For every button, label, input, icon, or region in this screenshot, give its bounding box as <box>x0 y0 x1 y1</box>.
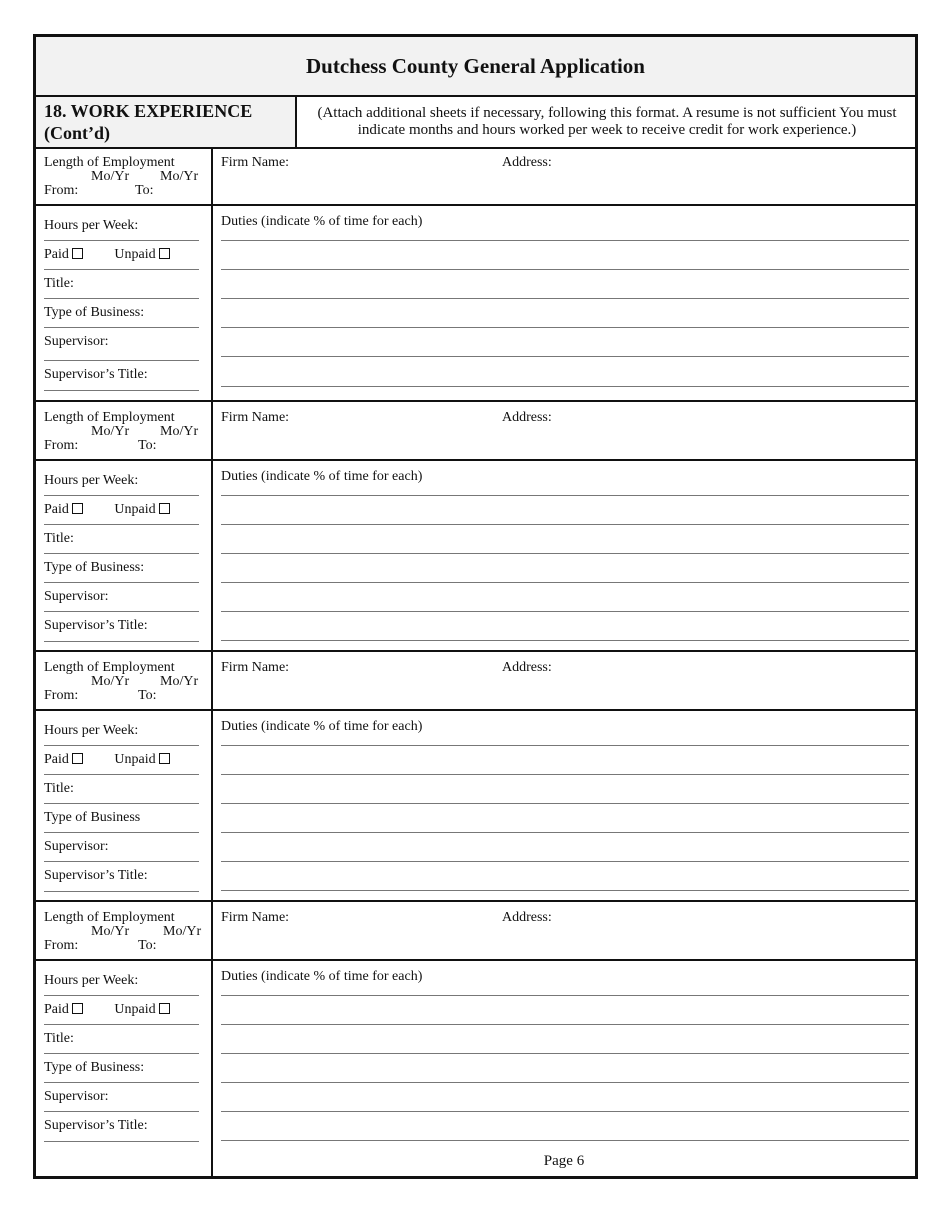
supervisor-field[interactable] <box>44 833 199 862</box>
paid-checkbox[interactable] <box>72 503 83 514</box>
supervisor-label: Supervisor: <box>44 839 109 854</box>
section-heading <box>36 97 297 147</box>
unpaid-checkbox[interactable] <box>159 753 170 764</box>
length-of-employment-cell <box>36 147 213 204</box>
work-entry <box>36 902 915 1176</box>
address-field[interactable]: Address: <box>502 155 552 170</box>
details-row <box>36 711 915 902</box>
unpaid-checkbox[interactable] <box>159 1003 170 1014</box>
duty-line[interactable] <box>221 640 909 641</box>
duties-cell <box>213 461 915 650</box>
mo-yr-from-label: Mo/Yr <box>91 169 130 184</box>
firm-name-field[interactable]: Firm Name: <box>221 155 290 170</box>
duty-line[interactable] <box>221 269 909 270</box>
mo-yr-from-label: Mo/Yr <box>91 924 130 939</box>
duty-line[interactable] <box>221 356 909 357</box>
title-bar <box>36 37 915 97</box>
title-field[interactable] <box>44 775 199 804</box>
duty-line[interactable] <box>221 495 909 496</box>
mo-yr-to-label: Mo/Yr <box>160 169 199 184</box>
firm-name-field[interactable]: Firm Name: <box>221 410 290 425</box>
page-number: Page 6 <box>543 1153 585 1169</box>
duty-line[interactable] <box>221 890 909 891</box>
employment-row <box>36 652 915 711</box>
details-row <box>36 961 915 1176</box>
duty-line[interactable] <box>221 553 909 554</box>
length-label: Length of Employment <box>44 410 175 425</box>
hours-per-week-field[interactable] <box>44 212 199 241</box>
duty-line[interactable] <box>221 1111 909 1112</box>
unpaid-label: Unpaid <box>114 1002 156 1017</box>
length-label: Length of Employment <box>44 155 175 170</box>
work-entry <box>36 147 915 402</box>
length-of-employment-cell <box>36 902 213 959</box>
type-of-business-field[interactable] <box>44 804 199 833</box>
supervisor-title-field[interactable] <box>44 361 199 391</box>
duty-line[interactable] <box>221 298 909 299</box>
details-row <box>36 206 915 402</box>
paid-status <box>44 746 199 775</box>
mo-yr-from-label: Mo/Yr <box>91 674 130 689</box>
paid-status <box>44 996 199 1025</box>
title-field[interactable] <box>44 1025 199 1054</box>
to-field[interactable]: To: <box>138 938 157 953</box>
address-field[interactable]: Address: <box>502 410 552 425</box>
paid-label: Paid <box>44 752 69 767</box>
details-row <box>36 461 915 652</box>
duty-line[interactable] <box>221 327 909 328</box>
duty-line[interactable] <box>221 1082 909 1083</box>
type-of-business-field[interactable] <box>44 299 199 328</box>
duty-line[interactable] <box>221 611 909 612</box>
duty-line[interactable] <box>221 995 909 996</box>
supervisor-field[interactable] <box>44 583 199 612</box>
section-heading-line1: 18. WORK EXPERIENCE <box>44 101 253 121</box>
firm-name-field[interactable]: Firm Name: <box>221 660 290 675</box>
title-label: Title: <box>44 781 74 796</box>
work-entry <box>36 402 915 652</box>
to-field[interactable]: To: <box>138 438 157 453</box>
work-entry <box>36 652 915 902</box>
length-of-employment-cell <box>36 402 213 459</box>
supervisor-title-label: Supervisor’s Title: <box>44 367 148 382</box>
unpaid-label: Unpaid <box>114 502 156 517</box>
duties-label: Duties (indicate % of time for each) <box>221 469 423 484</box>
job-details-cell <box>36 711 213 900</box>
firm-cell <box>213 147 915 204</box>
from-field[interactable]: From: <box>44 938 79 953</box>
supervisor-title-field[interactable] <box>44 1112 199 1142</box>
duty-line[interactable] <box>221 745 909 746</box>
hours-label: Hours per Week: <box>44 473 139 488</box>
firm-cell <box>213 402 915 459</box>
unpaid-label: Unpaid <box>114 247 156 262</box>
from-field[interactable]: From: <box>44 688 79 703</box>
to-field[interactable]: To: <box>135 183 154 198</box>
employment-row <box>36 402 915 461</box>
supervisor-label: Supervisor: <box>44 334 109 349</box>
firm-name-field[interactable]: Firm Name: <box>221 910 290 925</box>
paid-checkbox[interactable] <box>72 248 83 259</box>
title-label: Title: <box>44 1031 74 1046</box>
supervisor-title-field[interactable] <box>44 862 199 892</box>
duties-label: Duties (indicate % of time for each) <box>221 719 423 734</box>
title-field[interactable] <box>44 270 199 299</box>
supervisor-field[interactable] <box>44 328 199 361</box>
mo-yr-to-label: Mo/Yr <box>160 674 199 689</box>
hours-per-week-field[interactable] <box>44 717 199 746</box>
address-field[interactable]: Address: <box>502 910 552 925</box>
firm-cell <box>213 652 915 709</box>
business-label: Type of Business: <box>44 305 145 320</box>
employment-row <box>36 902 915 961</box>
unpaid-checkbox[interactable] <box>159 248 170 259</box>
supervisor-title-label: Supervisor’s Title: <box>44 618 148 633</box>
unpaid-checkbox[interactable] <box>159 503 170 514</box>
duties-cell <box>213 961 915 1176</box>
mo-yr-to-label: Mo/Yr <box>160 424 199 439</box>
to-field[interactable]: To: <box>138 688 157 703</box>
section-header <box>36 97 915 149</box>
job-details-cell <box>36 206 213 400</box>
duty-line[interactable] <box>221 1053 909 1054</box>
duties-cell <box>213 206 915 400</box>
supervisor-label: Supervisor: <box>44 1089 109 1104</box>
supervisor-title-field[interactable] <box>44 612 199 642</box>
hours-label: Hours per Week: <box>44 723 139 738</box>
title-label: Title: <box>44 276 74 291</box>
duty-line[interactable] <box>221 582 909 583</box>
paid-label: Paid <box>44 247 69 262</box>
business-label: Type of Business: <box>44 1060 145 1075</box>
supervisor-title-label: Supervisor’s Title: <box>44 868 148 883</box>
business-label: Type of Business: <box>44 560 145 575</box>
supervisor-field[interactable] <box>44 1083 199 1112</box>
type-of-business-field[interactable] <box>44 1054 199 1083</box>
duty-line[interactable] <box>221 524 909 525</box>
length-of-employment-cell <box>36 652 213 709</box>
hours-per-week-field[interactable] <box>44 967 199 996</box>
supervisor-label: Supervisor: <box>44 589 109 604</box>
paid-label: Paid <box>44 1002 69 1017</box>
duties-label: Duties (indicate % of time for each) <box>221 214 423 229</box>
duty-line[interactable] <box>221 240 909 241</box>
duty-line[interactable] <box>221 1140 909 1141</box>
page-title: Dutchess County General Application <box>306 53 645 78</box>
duties-label: Duties (indicate % of time for each) <box>221 969 423 984</box>
length-label: Length of Employment <box>44 910 175 925</box>
duties-cell <box>213 711 915 900</box>
application-form <box>33 34 918 1179</box>
hours-per-week-field[interactable] <box>44 467 199 496</box>
section-heading-line2: (Cont’d) <box>44 123 110 143</box>
duty-line[interactable] <box>221 1024 909 1025</box>
hours-label: Hours per Week: <box>44 218 139 233</box>
job-details-cell <box>36 461 213 650</box>
duty-line[interactable] <box>221 386 909 387</box>
title-field[interactable] <box>44 525 199 554</box>
unpaid-label: Unpaid <box>114 752 156 767</box>
section-instructions: (Attach additional sheets if necessary, following this format. A resume is not sufficient You must indicate months and hours worked per week to receive credit for work experience.) <box>317 105 897 138</box>
employment-row <box>36 147 915 206</box>
duty-line[interactable] <box>221 832 909 833</box>
paid-label: Paid <box>44 502 69 517</box>
duty-line[interactable] <box>221 861 909 862</box>
duty-line[interactable] <box>221 803 909 804</box>
paid-checkbox[interactable] <box>72 1003 83 1014</box>
from-field[interactable]: From: <box>44 183 79 198</box>
title-label: Title: <box>44 531 74 546</box>
type-of-business-field[interactable] <box>44 554 199 583</box>
address-field[interactable]: Address: <box>502 660 552 675</box>
hours-label: Hours per Week: <box>44 973 139 988</box>
mo-yr-from-label: Mo/Yr <box>91 424 130 439</box>
paid-status <box>44 496 199 525</box>
duty-line[interactable] <box>221 774 909 775</box>
length-label: Length of Employment <box>44 660 175 675</box>
paid-checkbox[interactable] <box>72 753 83 764</box>
firm-cell <box>213 902 915 959</box>
supervisor-title-label: Supervisor’s Title: <box>44 1118 148 1133</box>
job-details-cell <box>36 961 213 1176</box>
mo-yr-to-label: Mo/Yr <box>163 924 202 939</box>
paid-status <box>44 241 199 270</box>
from-field[interactable]: From: <box>44 438 79 453</box>
business-label: Type of Business <box>44 810 141 825</box>
